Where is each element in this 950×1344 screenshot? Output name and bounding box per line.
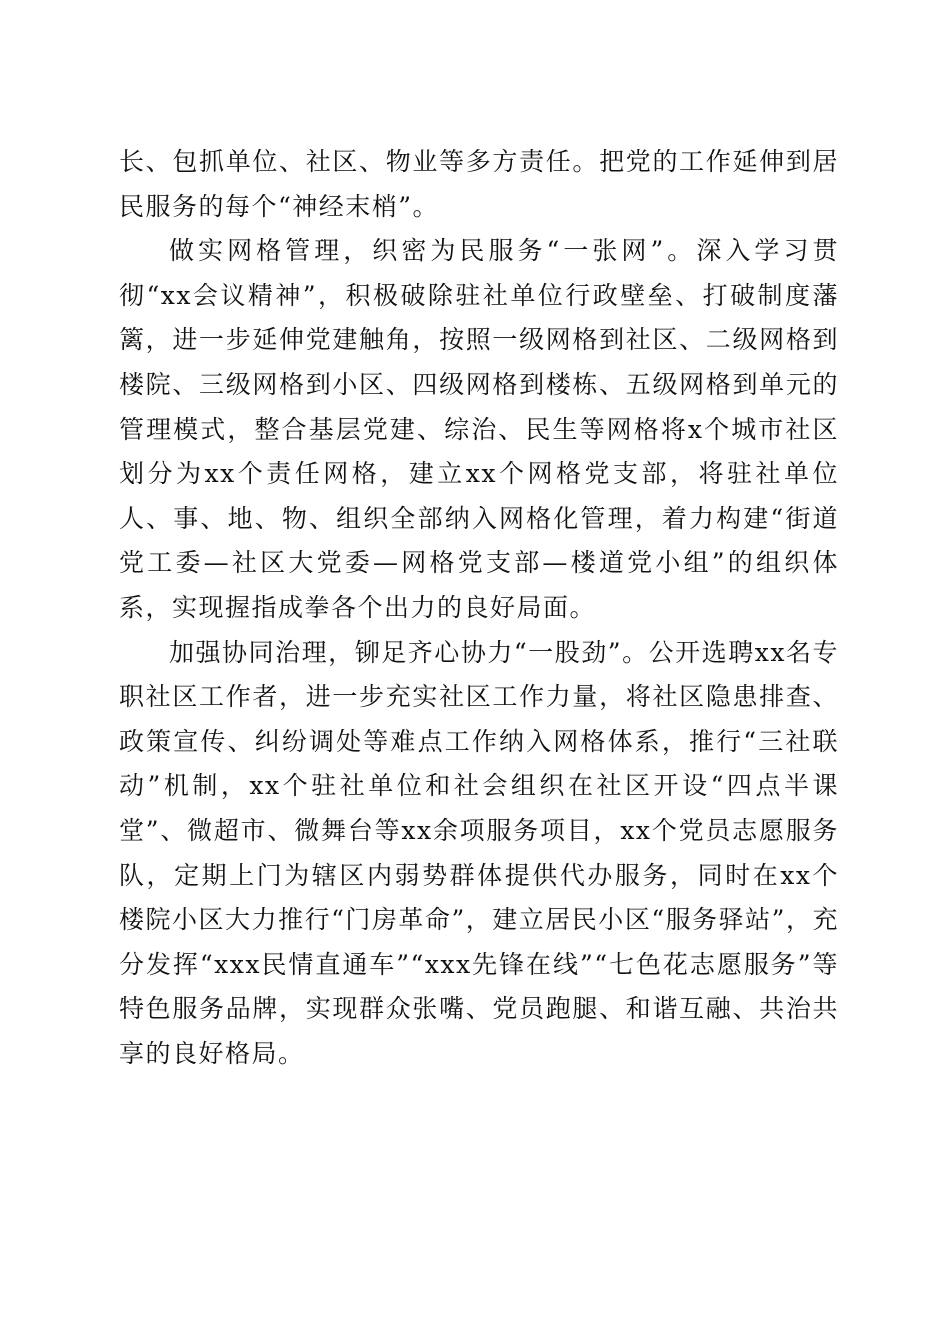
paragraph-grid-management: 做实网格管理，织密为民服务“一张网”。深入学习贯彻“xx会议精神”，积极破除驻社单位行政壁垒、打破制度藩篱，进一步延伸党建触角，按照一级网格到社区、二级网格到楼院、三级网格到小区、四级网格到楼栋、五级网格到单元的管理模式，整合基层党建、综治、民生等网格将x个城市社区划分为xx个责任网格，建立xx个网格党支部，将驻社单位人、事、地、物、组织全部纳入网格化管理，着力构建“街道党工委—社区大党委—网格党支部—楼道党小组”的组织体系，实现握指成拳各个出力的良好局面。 [119,236,839,622]
paragraph-continuation: 长、包抓单位、社区、物业等多方责任。把党的工作延伸到居民服务的每个“神经末梢”。 [119,147,839,221]
paragraph-collaborative-governance: 加强协同治理，铆足齐心协力“一股劲”。公开选聘xx名专职社区工作者，进一步充实社区工作力量，将社区隐患排查、政策宣传、纠纷调处等难点工作纳入网格体系，推行“三社联动”机制，xx个驻社单位和社会组织在社区开设“四点半课堂”、微超市、微舞台等xx余项服务项目，xx个党员志愿服务队，定期上门为辖区内弱势群体提供代办服务，同时在xx个楼院小区大力推行“门房革命”，建立居民小区“服务驿站”，充分发挥“xxx民情直通车”“xxx先锋在线”“七色花志愿服务”等特色服务品牌，实现群众张嘴、党员跑腿、和谐互融、共治共享的良好格局。 [119,637,839,1068]
body-text [119,140,839,1076]
